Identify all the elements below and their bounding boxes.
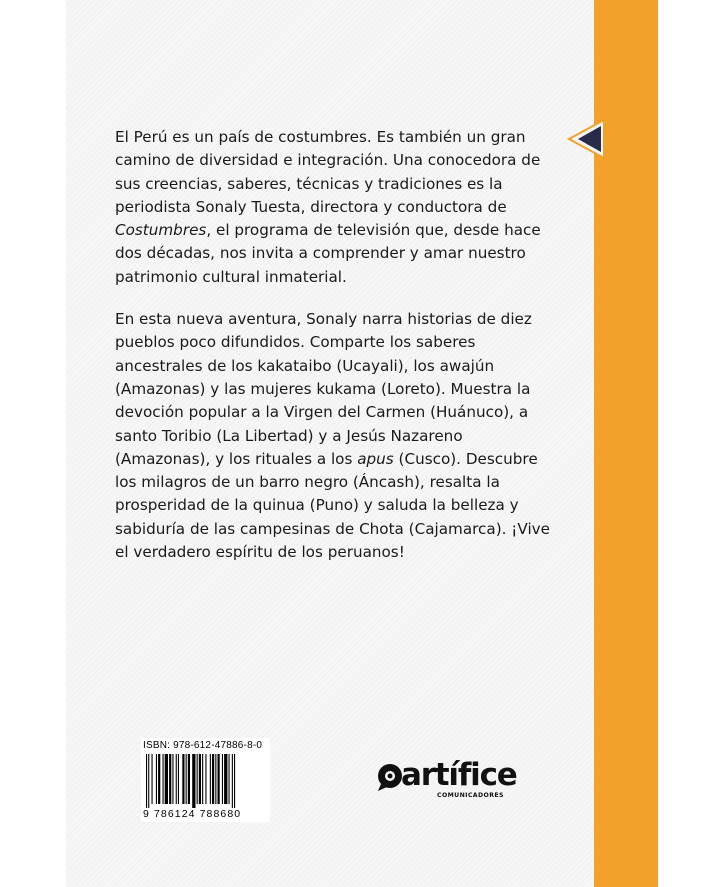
- logo-wordmark: artífice: [401, 757, 517, 793]
- program-title: Costumbres: [115, 221, 207, 240]
- publisher-logo: [375, 756, 525, 806]
- paragraph-2-text-a: En esta nueva aventura, Sonaly narra historias de diez pueblos poco difundidos. Comparte los saberes ancestrales de los kakataibo (Ucayali), los awajún (Amazonas) y las mujeres kukama (Loreto). Muestra la devoción popular a la Virgen del Carmen (Huánuco), a santo Toribio (La Libertad) y a Jesús Nazareno (Amazonas), y los rituales a los: [115, 310, 532, 468]
- synopsis-paragraph-2: [115, 308, 555, 564]
- apus-word: apus: [357, 449, 394, 468]
- isbn-label: ISBN: 978-612-47886-8-0: [143, 740, 263, 751]
- triangle-left-icon: [566, 118, 606, 160]
- isbn-barcode: [141, 738, 270, 822]
- barcode-digits: 9 786124 788680: [143, 808, 242, 820]
- logo-subtitle: COMUNICADORES: [437, 792, 504, 799]
- paragraph-1-text-a: El Perú es un país de costumbres. Es también un gran camino de diversidad e integración. Una conocedora de sus creencias, saberes, técnicas y tradiciones es la periodista Sonaly Tuesta, directora y conductora de: [115, 128, 541, 216]
- barcode-bars: [144, 754, 267, 808]
- paragraph-2-text-b: (Cusco). Descubre los milagros de un barro negro (Áncash), resalta la prosperidad de la quinua (Puno) y saluda la belleza y sabiduría de las campesinas de Chota (Cajamarca). ¡Vive el verdadero espíritu de los peruanos!: [115, 449, 550, 562]
- paragraph-1-text-b: , el programa de televisión que, desde hace dos décadas, nos invita a comprender y amar nuestro patrimonio cultural inmaterial.: [115, 221, 541, 286]
- synopsis-paragraph-1: [115, 126, 555, 289]
- synopsis-text: [115, 126, 555, 564]
